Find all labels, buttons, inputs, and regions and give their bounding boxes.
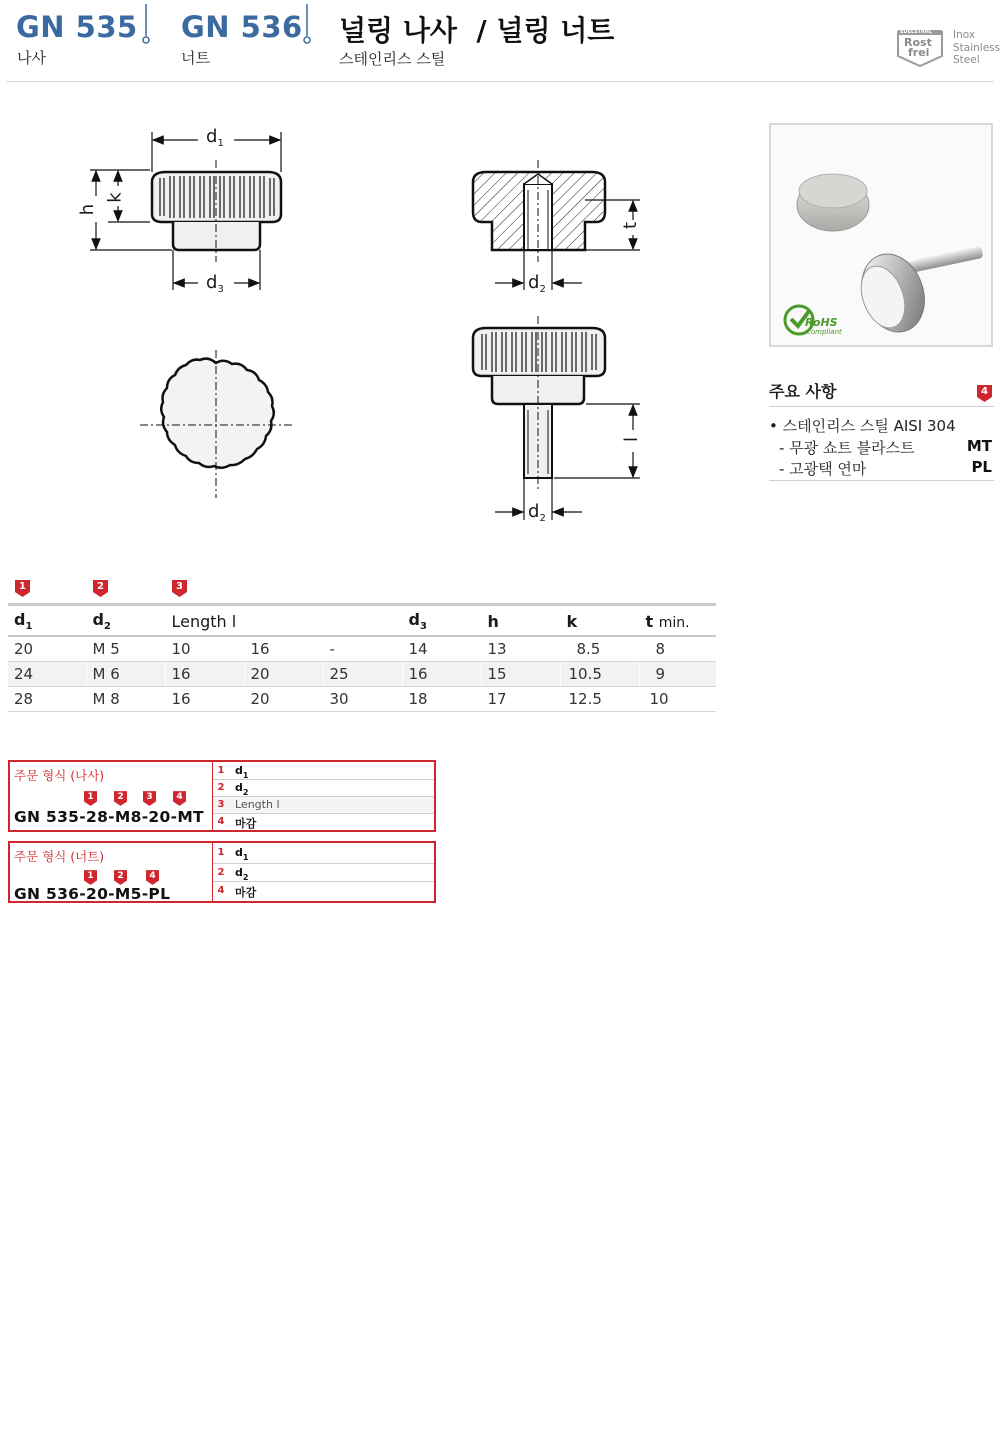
features-divider-top [769, 406, 994, 407]
table-row [8, 687, 716, 712]
cell-d1: 20 [8, 636, 86, 662]
product-photo [769, 123, 993, 347]
header-separator-icon [301, 4, 313, 46]
order-badge-3: 3 [143, 791, 158, 808]
knob-top-view [140, 350, 292, 498]
cell-length-2: 16 [244, 636, 323, 662]
cell-d3: 16 [402, 662, 481, 687]
cell-k: 12.5 [560, 687, 639, 712]
cell-length-3: 25 [323, 662, 402, 687]
dim-label-l: l [621, 436, 643, 443]
col-header-d2: $d_2$ [86, 605, 165, 637]
cell-length-3: 30 [323, 687, 402, 712]
cell-length-1: 16 [165, 662, 244, 687]
header-separator-icon [140, 4, 152, 46]
dim-label-t: t [620, 221, 642, 230]
cell-k: 8.5 [560, 636, 639, 662]
logo-text-rost: Rost [904, 36, 932, 49]
logo-caption-steel: Steel [953, 54, 980, 66]
features-heading: 주요 사항 [769, 382, 837, 401]
screw-side-view [473, 316, 605, 490]
features-finish-2-code: PL [971, 458, 992, 476]
cell-d2: M 6 [86, 662, 165, 687]
product-photo-image [771, 125, 991, 345]
cell-h: 13 [481, 636, 560, 662]
dim-label-d2-nut: $d_2$ [528, 272, 546, 295]
col-header-d3: $d_3$ [402, 605, 481, 637]
features-finish-2-label: - 고광택 연마 [779, 460, 867, 478]
logo-caption [953, 29, 1000, 67]
product-code-screw-label: 나사 [17, 49, 46, 67]
cell-length-1: 10 [165, 636, 244, 662]
dim-label-d3: $d_3$ [206, 272, 224, 295]
dimensions-table [8, 603, 716, 712]
knob-side-view [152, 160, 281, 262]
cell-t: 10 [639, 687, 716, 712]
order-example-nut [8, 841, 436, 903]
technical-drawing [0, 100, 760, 540]
dim-label-d2-screw: $d_2$ [528, 501, 546, 524]
cell-length-3: - [323, 636, 402, 662]
rohs-label: RoHS [805, 316, 838, 329]
table-badge-2: 2 [93, 580, 108, 597]
product-code-nut-label: 너트 [181, 49, 210, 67]
table-row [8, 636, 716, 662]
table-header-row [8, 605, 716, 637]
cell-h: 17 [481, 687, 560, 712]
table-row [8, 662, 716, 687]
order-example-nut-title: 주문 형식 (너트) [14, 849, 105, 864]
product-code-screw: GN 535 [16, 10, 138, 44]
cell-length-2: 20 [244, 687, 323, 712]
col-header-t: t min. [639, 605, 716, 637]
order-example-screw-title: 주문 형식 (나사) [14, 768, 105, 783]
page-subtitle: 스테인리스 스틸 [339, 50, 446, 68]
page-title: 널링 나사 / 널링 너트 [339, 14, 615, 47]
cell-d3: 18 [402, 687, 481, 712]
order-badge-2: 2 [114, 870, 129, 887]
cell-t: 8 [639, 636, 716, 662]
product-code-nut: GN 536 [181, 10, 303, 44]
order-example-screw [8, 760, 436, 832]
features-finish-1-code: MT [966, 437, 992, 455]
logo-caption-inox: Inox [953, 29, 976, 41]
header-divider [6, 81, 994, 82]
order-example-nut-code: GN 536-20-M5-PL [14, 885, 171, 903]
order-badge-4: 4 [146, 870, 161, 887]
cell-length-2: 20 [244, 662, 323, 687]
col-header-k: k [560, 605, 639, 637]
col-header-h: h [481, 605, 560, 637]
features-divider-bottom [769, 480, 994, 481]
cell-d1: 28 [8, 687, 86, 712]
order-example-screw-legend [212, 762, 434, 830]
order-legend-row: 4 마감 [217, 816, 257, 830]
table-badge-1: 1 [15, 580, 30, 597]
logo-text-frei: frei [908, 46, 930, 59]
order-legend-row: 2 $d_2$ [213, 865, 434, 882]
order-legend-row: 4 마감 [217, 885, 257, 899]
col-header-d1: $d_1$ [8, 605, 86, 637]
cell-d3: 14 [402, 636, 481, 662]
nut-section-view [473, 160, 605, 262]
cell-t: 9 [639, 662, 716, 687]
features-material: • 스테인리스 스틸 AISI 304 [769, 417, 956, 435]
order-example-nut-legend [212, 843, 434, 901]
features-badge: 4 [977, 385, 992, 402]
table-badge-3: 3 [172, 580, 187, 597]
cell-length-1: 16 [165, 687, 244, 712]
order-example-screw-code: GN 535-28-M8-20-MT [14, 808, 204, 826]
order-legend-row: 1 $d_1$ [213, 763, 434, 780]
rohs-sublabel: compliant [807, 328, 842, 336]
logo-caption-stainless: Stainless [953, 41, 1000, 54]
cell-h: 15 [481, 662, 560, 687]
cell-d2: M 5 [86, 636, 165, 662]
cell-d1: 24 [8, 662, 86, 687]
col-header-length: Length l [165, 605, 402, 637]
order-legend-row: 2 $d_2$ [213, 780, 434, 797]
logo-text-edelstahl: EDELSTAHL [900, 29, 933, 35]
dim-label-d1: $d_1$ [206, 126, 224, 149]
order-legend-row: 1 $d_1$ [213, 845, 434, 864]
features-finish-1-label: - 무광 쇼트 블라스트 [779, 439, 915, 457]
cell-d2: M 8 [86, 687, 165, 712]
dim-label-k: k [104, 192, 126, 203]
order-legend-row: 3 Length l [213, 797, 434, 814]
order-badge-1: 1 [84, 870, 99, 887]
rostfrei-logo [896, 28, 944, 68]
order-example-nut-left [10, 843, 212, 901]
order-example-screw-left [10, 762, 212, 830]
order-badge-4: 4 [173, 791, 188, 808]
order-badge-2: 2 [114, 791, 129, 808]
order-badge-1: 1 [84, 791, 99, 808]
dim-label-h: h [77, 203, 99, 216]
cell-k: 10.5 [560, 662, 639, 687]
